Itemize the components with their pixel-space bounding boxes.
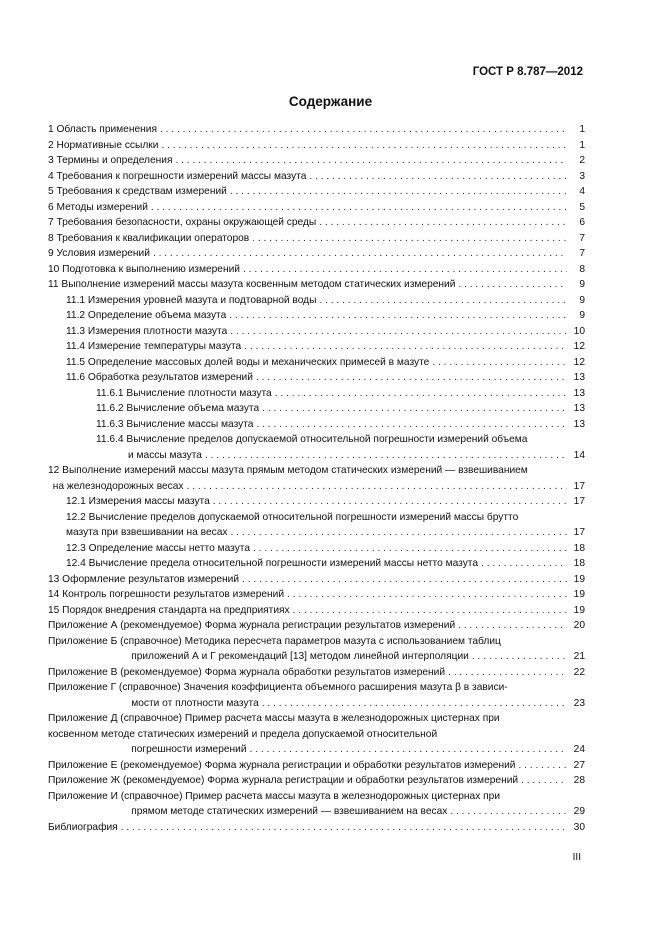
dot-leader	[161, 138, 567, 154]
toc-entry-text: 11.6 Обработка результатов измерений	[66, 372, 253, 383]
toc-entry[interactable]	[48, 122, 585, 138]
dot-leader	[256, 417, 567, 433]
toc-entry-page: 2	[579, 155, 585, 166]
toc-entry[interactable]	[48, 262, 585, 278]
toc-entry-page: 13	[573, 387, 585, 399]
toc-entry[interactable]	[48, 324, 585, 340]
toc-entry-text: Приложение Ж (рекомендуемое) Форма журнала регистрации и обработки результатов измерений	[48, 775, 519, 786]
toc-entry[interactable]	[48, 231, 585, 247]
toc-entry-page: 29	[573, 806, 585, 817]
toc-entry-page: 8	[579, 263, 585, 275]
dot-leader	[287, 587, 567, 603]
toc-entry-text: 11.5 Определение массовых долей воды и механических примесей в мазуте	[66, 356, 430, 368]
toc-entry[interactable]	[48, 758, 585, 774]
dot-leader	[458, 618, 567, 634]
dot-leader	[450, 804, 567, 820]
toc-entry-text: 2 Нормативные ссылки	[48, 139, 159, 151]
toc-entry-page: 28	[573, 775, 585, 786]
toc-entry[interactable]	[48, 432, 585, 463]
toc-entry-page: 22	[573, 666, 585, 678]
toc-entry[interactable]	[48, 293, 585, 309]
toc-entry-page: 19	[573, 589, 585, 600]
dot-leader	[481, 556, 567, 572]
toc-entry-text: 11.6.1 Вычисление плотности мазута	[96, 387, 272, 399]
toc-entry-text: Приложение Д (справочное) Пример расчета массы мазута в железнодорожных цистернах при	[48, 713, 500, 724]
page-title: Содержание	[288, 94, 373, 109]
toc-entry-text: мазута при взвешивании на весах	[66, 527, 228, 538]
dot-leader	[472, 649, 567, 665]
toc-entry[interactable]	[48, 463, 585, 494]
toc-entry-page: 14	[573, 449, 585, 461]
toc-entry[interactable]	[48, 711, 585, 758]
toc-entry[interactable]	[48, 417, 585, 433]
dot-leader	[293, 603, 567, 619]
toc-entry[interactable]	[48, 618, 585, 634]
toc-entry-text: 12.2 Вычисление пределов допускаемой относительной погрешности измерений массы брутто	[66, 511, 519, 523]
toc-entry-page: 1	[579, 139, 585, 151]
toc-entry-page: 4	[579, 186, 585, 197]
toc-entry-text: 11.3 Измерения плотности мазута	[66, 325, 228, 337]
dot-leader	[244, 339, 567, 355]
toc-entry-page: 7	[579, 232, 585, 244]
toc-entry[interactable]	[48, 355, 585, 371]
toc-entry-text: Приложение Г (справочное) Значения коэффициента объемного расширения мазута β в зависи-	[48, 682, 508, 693]
dot-leader	[262, 696, 567, 712]
dot-leader	[229, 308, 567, 324]
toc-entry-text: мости от плотности мазута	[131, 697, 259, 709]
toc-entry-text: Приложение Б (справочное) Методика пересчета параметров мазута с использованием таблиц	[48, 635, 501, 647]
toc-entry-page: 13	[573, 403, 585, 414]
dot-leader	[253, 541, 567, 557]
dot-leader	[252, 231, 567, 247]
toc-entry-page: 10	[573, 325, 585, 337]
toc-entry-text: косвенном методе статических измерений и предела допускаемой относительной	[48, 728, 438, 740]
toc-entry-page: 27	[573, 759, 585, 771]
toc-entry-text: приложений А и Г рекомендаций [13] методом линейной интерполяции	[131, 651, 469, 662]
toc-entry-page: 9	[579, 294, 585, 306]
toc-entry[interactable]	[48, 680, 585, 711]
toc-entry[interactable]	[48, 277, 585, 293]
toc-entry-text: 5 Требования к средствам измерений	[48, 186, 227, 197]
toc-entry-page: 24	[573, 744, 585, 755]
toc-entry-text: 13 Оформление результатов измерений	[48, 573, 240, 585]
dot-leader	[230, 324, 567, 340]
dot-leader	[243, 262, 567, 278]
dot-leader	[151, 200, 567, 216]
dot-leader	[187, 479, 567, 495]
dot-leader	[275, 386, 567, 402]
toc-entry-page: 7	[579, 248, 585, 259]
toc-entry[interactable]	[48, 153, 585, 169]
toc-entry-page: 13	[573, 418, 585, 430]
toc-entry[interactable]	[48, 184, 585, 200]
dot-leader	[213, 494, 567, 510]
toc-entry-text: 6 Методы измерений	[48, 201, 148, 213]
dot-leader	[319, 215, 567, 231]
toc-entry-page: 21	[573, 651, 585, 662]
toc-entry-text: 11.6.4 Вычисление пределов допускаемой относительной погрешности измерений объема	[96, 434, 528, 445]
toc-entry[interactable]	[48, 339, 585, 355]
toc-entry-text: 12 Выполнение измерений массы мазута прямым методом статических измерений — взвешиванием	[48, 465, 528, 476]
toc-entry-text: 11.4 Измерение температуры мазута	[66, 341, 242, 352]
dot-leader	[432, 355, 567, 371]
toc-entry-text: на железнодорожных весах	[52, 480, 184, 492]
toc-entry-page: 9	[579, 279, 585, 290]
dot-leader	[262, 401, 567, 417]
dot-leader	[160, 122, 567, 138]
toc-entry-page: 17	[573, 496, 585, 507]
toc-entry-text: Приложение И (справочное) Пример расчета массы мазута в железнодорожных цистернах при	[48, 790, 501, 802]
standard-designation: ГОСТ Р 8.787—2012	[472, 66, 583, 78]
toc-entry-text: 9 Условия измерений	[48, 248, 150, 259]
dot-leader	[153, 246, 567, 262]
toc-entry-text: 7 Требования безопасности, охраны окружающей среды	[48, 217, 317, 228]
toc-entry-page: 19	[573, 573, 585, 585]
table-of-contents	[48, 122, 585, 835]
dot-leader	[231, 525, 568, 541]
toc-entry-text: 11.1 Измерения уровней мазута и подтоварной воды	[66, 294, 317, 306]
toc-entry-text: 12.4 Вычисление предела относительной погрешности измерений массы нетто мазута	[66, 558, 479, 569]
toc-entry-page: 20	[573, 620, 585, 631]
toc-entry[interactable]	[48, 138, 585, 154]
toc-entry[interactable]	[48, 587, 585, 603]
toc-entry-page: 5	[579, 201, 585, 213]
toc-entry-text: 10 Подготовка к выполнению измерений	[48, 263, 240, 275]
toc-entry-page: 18	[573, 558, 585, 569]
toc-entry[interactable]	[48, 169, 585, 185]
toc-entry-page: 12	[573, 356, 585, 368]
toc-entry-page: 3	[579, 170, 585, 182]
dot-leader	[309, 169, 567, 185]
toc-entry-page: 6	[579, 217, 585, 228]
toc-entry[interactable]	[48, 789, 585, 820]
toc-entry[interactable]	[48, 634, 585, 665]
toc-entry-text: 11.6.2 Вычисление объема мазута	[96, 403, 260, 414]
dot-leader	[230, 184, 567, 200]
toc-entry-text: Приложение Е (рекомендуемое) Форма журнала регистрации и обработки результатов измерений	[48, 759, 516, 771]
toc-entry[interactable]	[48, 386, 585, 402]
toc-entry[interactable]	[48, 541, 585, 557]
toc-entry-page: 30	[573, 821, 585, 833]
toc-entry-text: 11.2 Определение объема мазута	[66, 310, 227, 321]
toc-entry-page: 18	[573, 542, 585, 554]
toc-entry-page: 9	[579, 310, 585, 321]
dot-leader	[319, 293, 567, 309]
toc-entry[interactable]	[48, 401, 585, 417]
toc-entry[interactable]	[48, 370, 585, 386]
toc-entry[interactable]	[48, 494, 585, 510]
toc-entry-text: прямом методе статических измерений — взвешиванием на весах	[131, 806, 448, 817]
toc-entry[interactable]	[48, 510, 585, 541]
toc-entry[interactable]	[48, 665, 585, 681]
toc-entry-text: 15 Порядок внедрения стандарта на предприятиях	[48, 604, 290, 616]
dot-leader	[250, 742, 567, 758]
toc-entry[interactable]	[48, 215, 585, 231]
dot-leader	[518, 758, 567, 774]
toc-entry[interactable]	[48, 773, 585, 789]
toc-entry-page: 1	[579, 124, 585, 135]
toc-entry-page: 17	[573, 527, 585, 538]
toc-entry[interactable]	[48, 200, 585, 216]
toc-entry-page: 23	[573, 697, 585, 709]
dot-leader	[175, 153, 567, 169]
toc-entry-text: 8 Требования к квалификации операторов	[48, 232, 250, 244]
toc-entry-text: погрешности измерений	[131, 744, 247, 755]
toc-entry-page: 12	[573, 341, 585, 352]
dot-leader	[242, 572, 567, 588]
toc-entry[interactable]	[48, 308, 585, 324]
toc-entry-page: 13	[573, 372, 585, 383]
dot-leader	[205, 448, 567, 464]
toc-entry[interactable]	[48, 572, 585, 588]
toc-entry-text: Приложение В (рекомендуемое) Форма журнала обработки результатов измерений	[48, 666, 446, 678]
toc-entry[interactable]	[48, 820, 585, 836]
toc-entry-page: 17	[573, 480, 585, 492]
page-number: III	[572, 852, 581, 863]
dot-leader	[121, 820, 567, 836]
toc-entry-page: 19	[573, 604, 585, 616]
toc-entry-text: 1 Область применения	[48, 124, 157, 135]
toc-entry-text: 3 Термины и определения	[48, 155, 173, 166]
toc-entry-text: 11 Выполнение измерений массы мазута косвенным методом статических измерений	[48, 279, 456, 290]
toc-entry-text: 14 Контроль погрешности результатов измерений	[48, 589, 285, 600]
toc-entry-text: 12.3 Определение массы нетто мазута	[66, 542, 251, 554]
toc-entry[interactable]	[48, 556, 585, 572]
toc-entry-text: Приложение А (рекомендуемое) Форма журнала регистрации результатов измерений	[48, 620, 456, 631]
dot-leader	[521, 773, 567, 789]
toc-entry-text: Библиография	[48, 821, 118, 833]
toc-entry-text: 4 Требования к погрешности измерений массы мазута	[48, 170, 307, 182]
toc-entry[interactable]	[48, 246, 585, 262]
toc-entry-text: 12.1 Измерения массы мазута	[66, 496, 210, 507]
dot-leader	[256, 370, 567, 386]
toc-entry[interactable]	[48, 603, 585, 619]
toc-entry-text: и массы мазута	[128, 449, 202, 461]
toc-entry-text: 11.6.3 Вычисление массы мазута	[96, 418, 254, 430]
dot-leader	[458, 277, 567, 293]
dot-leader	[448, 665, 567, 681]
